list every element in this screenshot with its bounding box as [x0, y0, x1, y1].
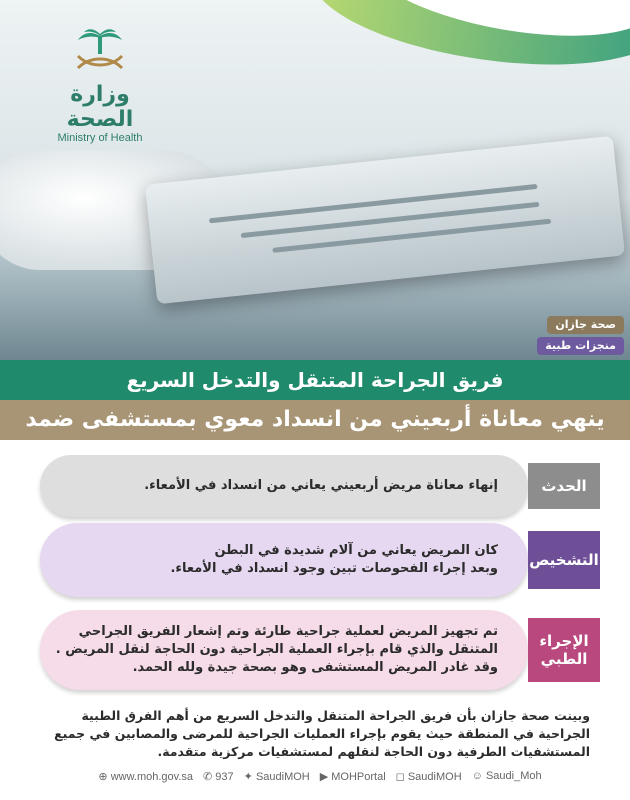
footer-website[interactable]: ⊕ www.moh.gov.sa — [98, 771, 194, 783]
youtube-icon: ▶ — [319, 771, 332, 783]
snapchat-icon: ☺ — [471, 770, 486, 782]
section-procedure-label — [528, 618, 600, 682]
twitter-icon: ✦ — [243, 771, 256, 783]
footer-snapchat[interactable]: ☺ Saudi_Moh — [471, 770, 542, 782]
surgical-instrument — [241, 202, 540, 238]
logo-english-text: Ministry of Health — [57, 132, 143, 144]
headline-band-primary — [0, 360, 630, 400]
diagnosis-line: وبعد إجراء الفحوصات تبين وجود انسداد في الأمعاء. — [170, 561, 498, 576]
moh-palm-swords-logo-icon — [70, 28, 130, 74]
section-event-text: إنهاء معاناة مريض أربعيني يعاني من انسداد في الأمعاء. — [144, 478, 498, 493]
section-event-label: الحدث — [528, 463, 600, 509]
surgical-tray-illustration — [145, 136, 625, 304]
globe-icon: ⊕ — [98, 771, 111, 783]
section-procedure-text — [56, 623, 498, 677]
footer-instagram[interactable]: ◻ SaudiMOH — [395, 771, 462, 783]
procedure-line: المتنقل والذي قام بإجراء العملية الجراحية دون الحاجة لنقل المريض . — [55, 642, 498, 657]
hero-image — [0, 0, 630, 360]
section-event-body — [40, 455, 528, 517]
headline-band-secondary — [0, 400, 630, 440]
surgical-instrument — [209, 184, 538, 223]
moh-logo — [40, 28, 160, 144]
footer-youtube[interactable]: ▶ MOHPortal — [319, 771, 386, 783]
section-diagnosis-text — [170, 542, 498, 578]
procedure-line: وقد غادر المريض المستشفى وهو بصحة جيدة ولله الحمد. — [132, 660, 498, 675]
section-event — [40, 455, 600, 517]
phone-icon: ✆ — [203, 771, 216, 783]
summary-paragraph: وبينت صحة جازان بأن فريق الجراحة المتنقل والتدخل السريع من أهم الفرق الطبية الجراحية في المنطقة حيث يقوم بإجراء العمليات الجراحية للمرضى والمصابين في جميع المستشفيات الطرفية دون الحاجة لنقلهم لمستشفيات مركزية متقدمة. — [54, 708, 590, 759]
region-tag: صحة جازان — [547, 316, 624, 334]
procedure-label-line: الطبي — [540, 650, 588, 668]
section-diagnosis-label: التشخيص — [528, 531, 600, 589]
logo-arabic-text: وزارة الصحة — [66, 82, 134, 132]
category-tag: منجزات طبية — [537, 337, 624, 355]
diagnosis-line: كان المريض يعاني من آلام شديدة في البطن — [214, 543, 498, 558]
section-diagnosis — [40, 523, 600, 597]
headline-line1: فريق الجراحة المتنقل والتدخل السريع — [126, 368, 504, 392]
footer-twitter[interactable]: ✦ SaudiMOH — [243, 771, 310, 783]
surgical-instrument — [272, 219, 551, 253]
section-procedure-body — [40, 610, 528, 690]
section-diagnosis-body — [40, 523, 528, 597]
procedure-line: تم تجهيز المريض لعملية جراحية طارئة وتم إشعار الفريق الجراحي — [78, 624, 498, 639]
headline-line2: ينهي معاناة أربعيني من انسداد معوي بمستشفى ضمد — [25, 407, 605, 432]
footer-phone[interactable]: ✆ 937 — [203, 771, 234, 783]
section-procedure — [40, 610, 600, 690]
footer-contacts — [80, 770, 560, 783]
procedure-label-line: الإجراء — [539, 632, 589, 650]
instagram-icon: ◻ — [395, 771, 408, 783]
